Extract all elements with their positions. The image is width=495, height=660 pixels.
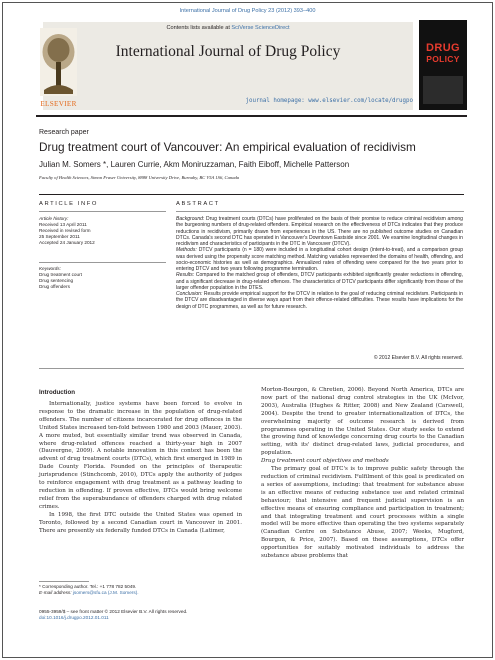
footnotes [39, 584, 242, 597]
abstract-results [176, 272, 463, 291]
abstract-heading: ABSTRACT [176, 201, 220, 207]
conclusion-text: Results provide empirical support for the DTCV in relation to the goal of reducing criminal recidivism. Participants in the DTCV are disadvantaged in diverse ways apart from their offence-related difficulties. These results have implications for the design of DTC programmes, as well as for future research. [176, 291, 463, 310]
keywords [39, 266, 82, 290]
journal-title: International Journal of Drug Policy [115, 43, 341, 60]
email-label: E-mail address: [39, 590, 73, 596]
elsevier-tree-icon [40, 28, 77, 96]
elsevier-logo [36, 22, 81, 110]
abstract-bottom-rule [39, 368, 464, 369]
background-label: Background: [176, 216, 205, 222]
article-title: Drug treatment court of Vancouver: An empirical evaluation of recidivism [39, 140, 416, 154]
history-item: 25 September 2011 [39, 234, 80, 240]
journal-citation[interactable]: International Journal of Drug Policy 23 (2012) 393–400 [179, 8, 316, 14]
footnote-rule [39, 581, 89, 582]
journal-header-box [43, 22, 413, 110]
body-paragraph: The primary goal of DTC's is to improve public safety through the reduction of criminal recidivism. Fulfilment of this goal is predicated on a series of assumptions, including: that treatment for substance abuse is an effective means of reducing substance use and related criminal behaviour; that intensive and frequent judicial supervision is an effective means of ensuring compliance and participation in treatment; and that integrating treatment and court processes within a single model will be more effective than operating the two systems separately (Canadian Centre on Substance Abuse, 2007; Weeks, Mugford, Bourgon, & Price, 2007). Based on these assumptions, DTCs offer opportunities for suitably motivated individuals to address the substance abuse problems that [261, 466, 464, 560]
cover-title-policy: POLICY [426, 54, 460, 64]
keyword-item: Drug offenders [39, 284, 70, 290]
methods-text: DTCV participants (n = 180) were included in a longitudinal cohort design (intent-to-treat), and a comparison group was derived using the propensity score matching method. Matching variables represented the domains of health, offending, and socio-economic histories as well as demographics. Annualized rates of offending were compared for the two years prior to entering DTCV and two years following programme termination. [176, 247, 463, 272]
body-paragraph: In 1998, the first DTC outside the United States was opened in Toronto, followed by a second Canadian court in Vancouver in 2001. There are presently six federally funded DTCs in Canada (Latimer, [39, 511, 242, 534]
article-info-heading: ARTICLE INFO [39, 201, 99, 207]
abstract-rule [176, 211, 464, 212]
methods-label: Methods: [176, 247, 197, 254]
background-text: Drug treatment courts (DTCs) have proliferated on the basis of their promise to reduce criminal recidivism among the burgeoning numbers of drug-related offenders. Empirical research on the effectiveness of DTCs indicates that they produce reductions in recidivism, primarily drawn from experiences in the US. There are no published outcome studies on Canadian DTCs. Canada's second DTC has operated in Vancouver's Downtown Eastside since 2001. We examine longitudinal changes in recidivism and characteristics of participants in the DTC in Vancouver (DTCV). [176, 216, 463, 247]
introduction-heading: Introduction [39, 389, 76, 396]
corresponding-author: * Corresponding author. Tel.: +1 778 782 5049. [39, 584, 137, 589]
journal-homepage [153, 98, 413, 104]
email-link[interactable]: jsomers@sfu.ca (J.M. Somers). [72, 590, 139, 596]
subsection-heading: Drug treatment court objectives and methods [261, 458, 389, 465]
body-left-column [39, 401, 242, 535]
contents-availability [43, 25, 413, 31]
contents-prefix: Contents lists available at [166, 25, 232, 31]
copyright-notice: © 2012 Elsevier B.V. All rights reserved. [373, 355, 463, 361]
abstract-text [176, 216, 463, 310]
history-item: Accepted 24 January 2012 [39, 240, 95, 246]
cover-strip [423, 76, 463, 104]
abstract-background [176, 216, 463, 247]
history-label: Article history: [39, 216, 69, 221]
doi-link[interactable]: doi:10.1016/j.drugpo.2012.01.011 [39, 615, 109, 621]
history-item: Received 13 April 2011 [39, 222, 87, 228]
body-right-column [261, 387, 464, 561]
title-rule [39, 194, 464, 195]
email-line [39, 590, 242, 596]
keyword-item: Drug sentencing [39, 278, 74, 284]
page-footer [39, 609, 259, 621]
journal-cover-thumbnail[interactable] [419, 20, 467, 110]
abstract-methods [176, 247, 463, 272]
homepage-prefix: journal homepage: [245, 98, 309, 104]
keywords-rule [39, 262, 166, 263]
body-paragraph: Internationally, justice systems have been forced to evolve in response to the dramatic increase in the population of drug-related offenders. The number of citizens incarcerated for drug offences in the United States increased ten-fold between 1980 and 2003 (Mauer, 2003). A more muted, but essentially similar trend was observed in Canada, where drug-related offences reached a thirty-year high in 2007 (Dauvergne, 2009). A notable innovation in this context has been the advent of drug treatment courts (DTCs), which first emerged in 1989 in Dade County Florida. Founded on the principles of therapeutic jurisprudence (Stinchcomb, 2010), DTCs apply the authority of judges to reinforce engagement with drug treatment as a pathway leading to reduction in offending. If proven effective, DTCs would bring welcome relief from the superabundance of offenders charged with drug related crimes. [39, 401, 242, 510]
article-type: Research paper [39, 129, 89, 136]
elsevier-wordmark: ELSEVIER [40, 100, 77, 108]
history-item: Received in revised form [39, 228, 91, 234]
body-paragraph: Morton-Bourgon, & Chretien, 2006). Beyond North America, DTCs are now part of the national drug control strategies in the UK (McIvor, 2003), Australia (Hughes & Ritter, 2008) and New Zealand (Carswell, 2004). Despite the trend to greater internationalization of DTCs, the overwhelming majority of outcome research is derived from programmes operating in the United States. Our study seeks to extend the growing fund of knowledge concerning drug courts to the Canadian setting, with its' distinct drug-related laws, judicial procedures, and population. [261, 387, 464, 457]
sciencedirect-link[interactable]: SciVerse ScienceDirect [231, 25, 290, 31]
affiliation: Faculty of Health Sciences, Simon Fraser University, 8888 University Drive, Burnaby, BC V5A 1S6, Canada [39, 175, 240, 180]
author-list: Julian M. Somers *, Lauren Currie, Akm Moniruzzaman, Faith Eiboff, Michelle Patterson [39, 160, 350, 169]
conclusion-label: Conclusion: [176, 291, 203, 297]
results-text: Compared to the matched group of offenders, DTCV participants exhibited significantly greater reductions in offending, and a significant decrease in drug-related offences. The characteristics of DTCV participants differ significantly from those of the larger offender population in the DTES. [176, 272, 463, 291]
article-history [39, 216, 95, 246]
results-label: Results: [176, 272, 195, 279]
keyword-item: Drug treatment court [39, 272, 82, 278]
keywords-label: Keywords: [39, 266, 61, 271]
issn-line: 0955-3959/$ – see front matter © 2012 Elsevier B.V. All rights reserved. [39, 609, 188, 614]
homepage-link[interactable]: www.elsevier.com/locate/drugpo [308, 98, 413, 104]
cover-title-drug: DRUG [426, 42, 460, 54]
header-rule [36, 115, 467, 117]
info-rule [39, 211, 166, 212]
article-page [2, 2, 493, 658]
abstract-conclusion [176, 291, 463, 310]
